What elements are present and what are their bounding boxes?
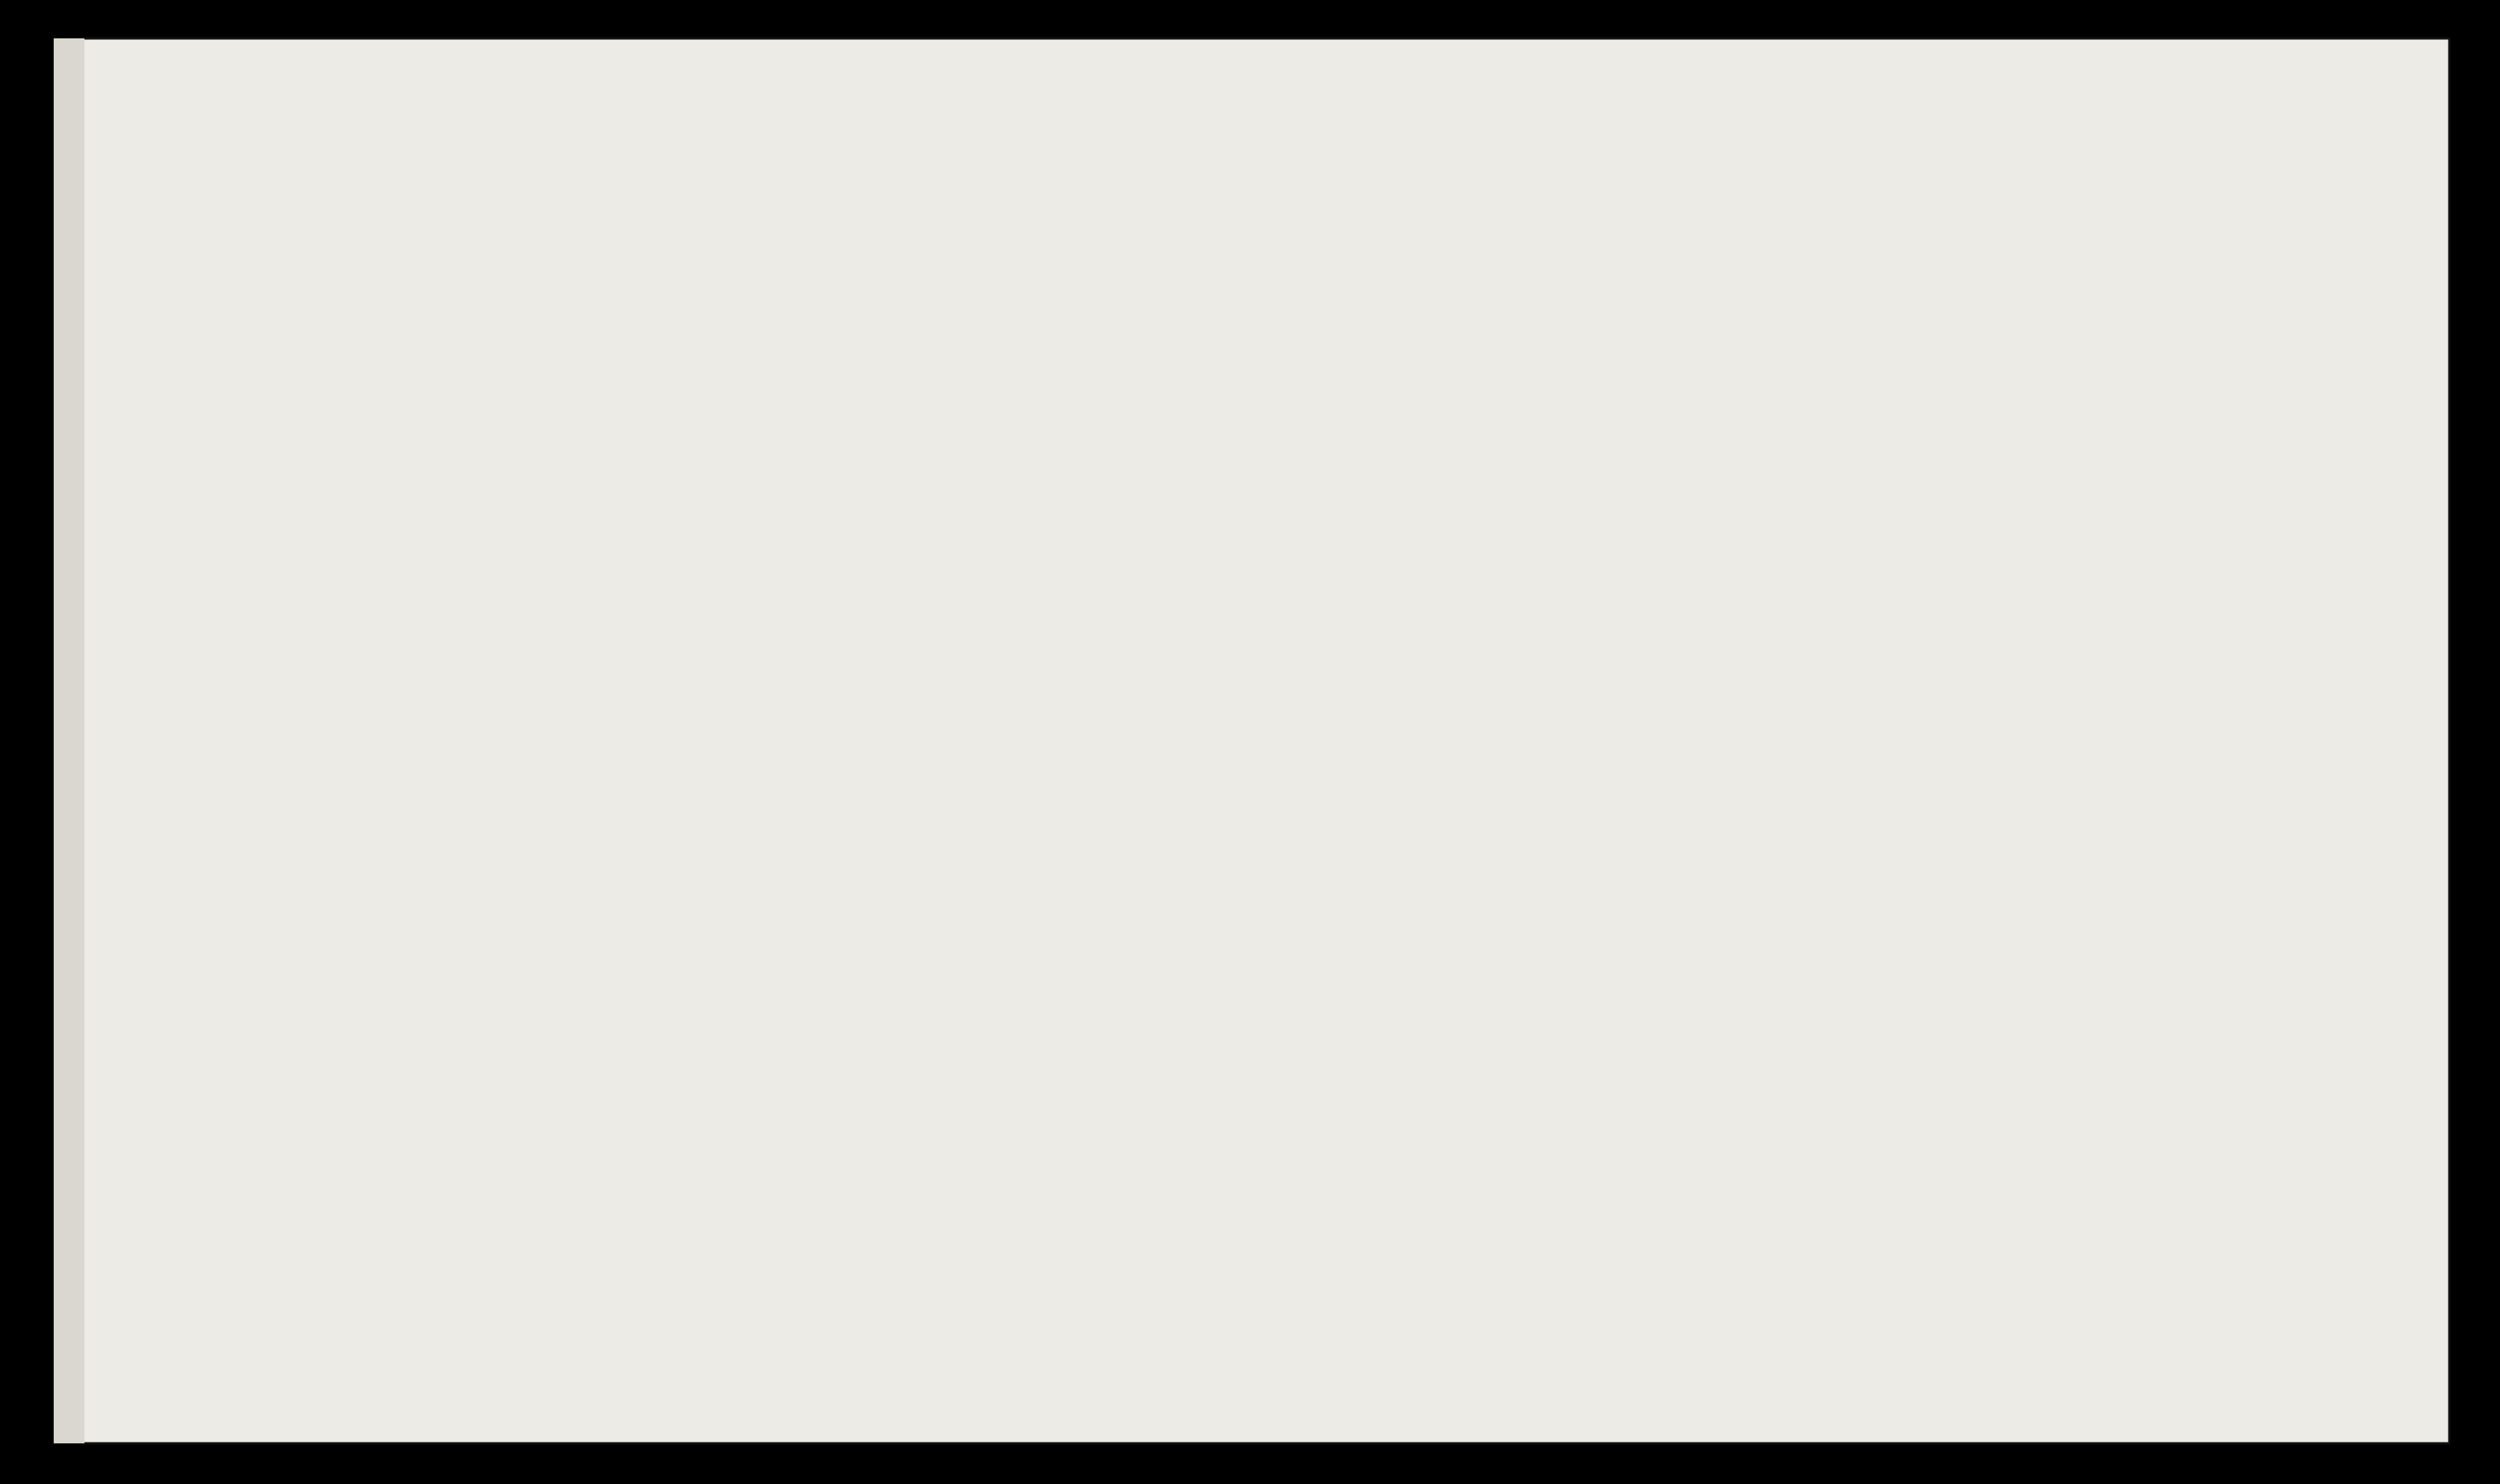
paper-edge-left xyxy=(54,38,84,1443)
paper-background xyxy=(54,38,2449,1443)
